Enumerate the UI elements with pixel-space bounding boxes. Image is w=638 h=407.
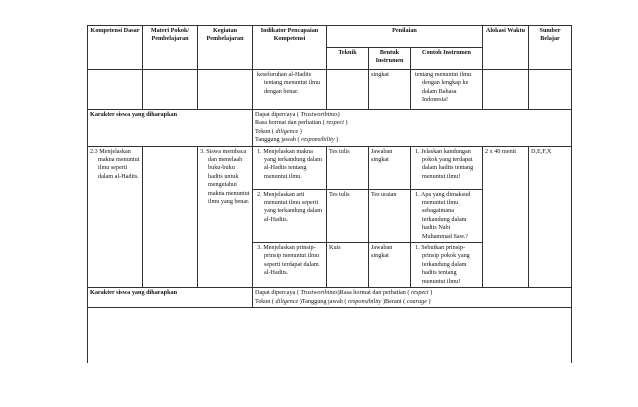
header-teknik: Teknik [327, 48, 369, 70]
contoh-cell: 1. Jelaskan kandungan pokok yang terdapat dalam hadits tentang menuntut ilmu! [411, 146, 483, 189]
bentuk-cell: Tes uraian [369, 189, 411, 242]
kegiatan-cell: 3. Siswa membaca dan menelaah buku-buku hadits untuk mengetahui makna menuntut ilmu yang benar. [198, 146, 253, 287]
indikator-cell: 2. Menjelaskan arti menuntut ilmu seperti yang terkandung dalam al-Hadits. [253, 189, 327, 242]
syllabus-table [87, 25, 572, 363]
karakter-values: Dapat dipercaya ( Trustworthines) Rasa hormat dan perhatian ( respect ) Tekun ( diligence ) Tanggung jawab ( responsibility ) [253, 110, 572, 147]
contoh-cell: tentang menuntut ilmu dengan lengkap ke dalam Bahasa Indonesia! [415, 71, 472, 104]
teknik-cell: Tes tulis [327, 189, 369, 242]
contoh-cell: 1. Apa yang dimaksud menuntut ilmu sebagaimana terkandung dalam hadits Nabi Muhammad Saw.? [411, 189, 483, 242]
header-contoh: Contoh Instrumen [411, 48, 483, 70]
header-alokasi: Alokasi Waktu [483, 26, 529, 70]
indikator-cell: 1. Menjelaskan makna yang terkandung dalam al-Hadits tentang menuntut ilmu. [253, 146, 327, 189]
karakter-row [88, 110, 572, 147]
karakter-values: Dapat dipercaya ( Trustworthines)Rasa hormat dan perhatian ( respect ) Tekun ( diligence )Tanggung jawab ( responsibility )Berani ( courage ) [253, 288, 572, 308]
teknik-cell: Tes tulis [327, 146, 369, 189]
header-kegiatan: Kegiatan Pembelajaran [198, 26, 253, 70]
header-penilaian: Penilaian [327, 26, 483, 48]
teknik-cell: Kuis [327, 243, 369, 288]
header-row [88, 26, 572, 48]
kd-cell: 2.3 Menjelaskan makna menuntut ilmu seperti dalam al-Hadits. [88, 146, 143, 287]
indikator-cell: 3. Menjelaskan prinsip-prinsip menuntut ilmu seperti terdapat dalam al-Hadits. [253, 243, 327, 288]
table-row [88, 146, 572, 189]
header-kompetensi-dasar: Kompetensi Dasar [88, 26, 143, 70]
sumber-cell: D,E,F,X [529, 146, 572, 287]
header-materi-pokok: Materi Pokok/ Pembelajaran [143, 26, 198, 70]
karakter-label: Karakter siswa yang diharapkan [88, 288, 253, 308]
header-indikator: Indikator Pencapaian Kompetensi [253, 26, 327, 70]
table-row [88, 70, 572, 110]
karakter-row [88, 288, 572, 308]
contoh-cell: 1. Sebutkan prinsip-prinsip pokok yang terkandung dalam hadits tentang menuntut ilmu! [411, 243, 483, 288]
header-sumber: Sumber Belajar [529, 26, 572, 70]
karakter-label: Karakter siswa yang diharapkan [88, 110, 253, 147]
bentuk-cell: Jawaban singkat [369, 146, 411, 189]
bentuk-cell: singkat [369, 70, 411, 110]
header-bentuk: Bentuk Instrumen [369, 48, 411, 70]
indikator-cell: keseluruhan al-Hadits tentang menuntut ilmu dengan benar. [257, 71, 321, 95]
empty-row [88, 308, 572, 363]
bentuk-cell: Jawaban singkat [369, 243, 411, 288]
alokasi-cell: 2 x 40 menit [483, 146, 529, 287]
